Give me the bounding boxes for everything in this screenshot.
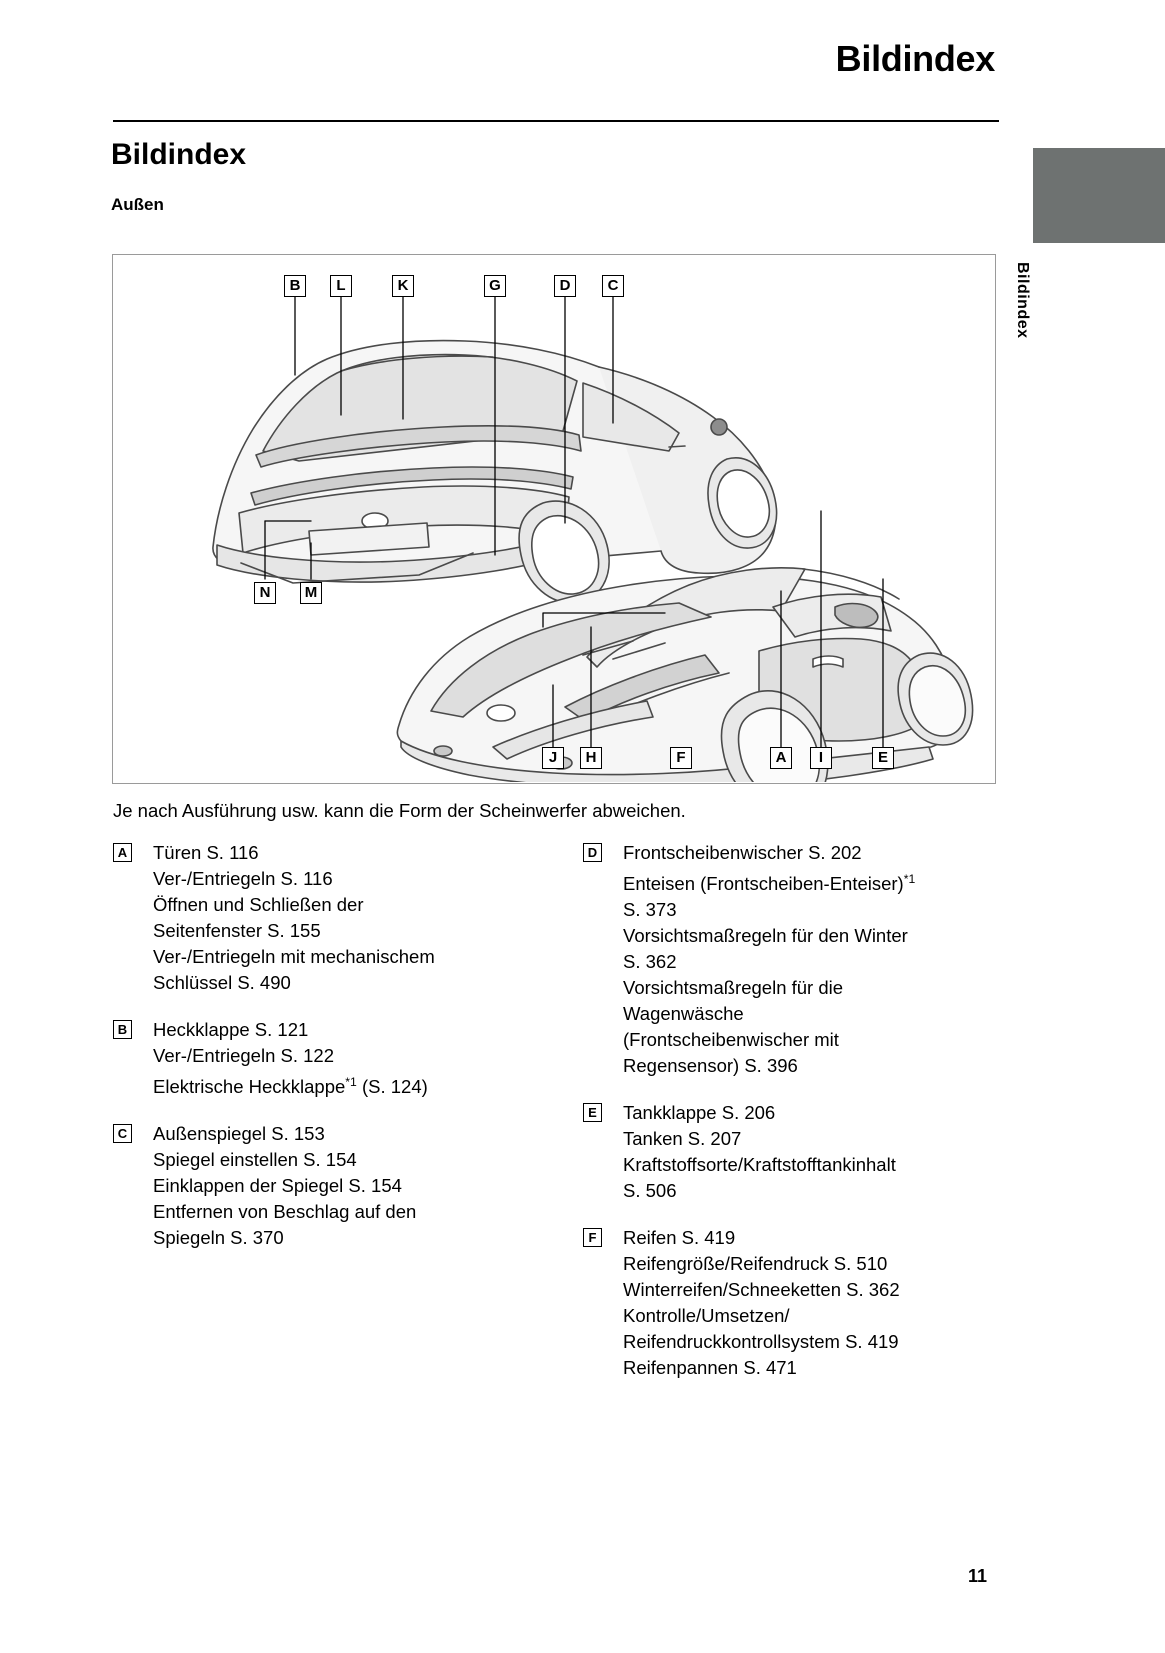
section-tab-block <box>1033 148 1165 243</box>
exterior-diagram <box>112 254 996 784</box>
index-list-left <box>113 840 533 1251</box>
callout-i: I <box>810 747 832 769</box>
callout-n: N <box>254 582 276 604</box>
entry-line: Tanken S. 207 <box>623 1128 742 1150</box>
entry-line: Reifendruckkontrollsystem S. 419 <box>623 1331 899 1353</box>
entry-line: Reifengröße/Reifendruck S. 510 <box>623 1253 888 1275</box>
entry-lines-b <box>153 1017 533 1100</box>
entry-line: Tankklappe S. 206 <box>623 1102 776 1124</box>
entry-line: Wagenwäsche <box>623 1003 744 1025</box>
entry-line: Reifenpannen S. 471 <box>623 1357 797 1379</box>
entry-key-c: C <box>113 1124 132 1143</box>
entry-lines-f <box>623 1225 1003 1381</box>
entry-line: Reifen S. 419 <box>623 1227 736 1249</box>
entry-line: Einklappen der Spiegel S. 154 <box>153 1175 402 1197</box>
entry-line: Entfernen von Beschlag auf den <box>153 1201 417 1223</box>
page-header-title: Bildindex <box>835 38 995 79</box>
callout-e: E <box>872 747 894 769</box>
entry-line: S. 373 <box>623 899 677 921</box>
entry-line: Winterreifen/Schneeketten S. 362 <box>623 1279 900 1301</box>
entry-line: Außenspiegel S. 153 <box>153 1123 325 1145</box>
entry-line: S. 506 <box>623 1180 677 1202</box>
entry-line: Enteisen (Frontscheiben-Enteiser)$^{*1}$ <box>623 872 916 895</box>
callout-l-top: L <box>330 275 352 297</box>
section-title: Bildindex <box>111 138 247 171</box>
entry-line: Spiegeln S. 370 <box>153 1227 284 1249</box>
entry-key-d: D <box>583 843 602 862</box>
page-number: 11 <box>968 1566 988 1586</box>
list-item <box>113 1017 533 1100</box>
list-item <box>583 840 1003 1079</box>
entry-line: Vorsichtsmaßregeln für die <box>623 977 844 999</box>
entry-line: Heckklappe S. 121 <box>153 1019 309 1040</box>
entry-lines-d <box>623 840 1003 1079</box>
entry-lines-a <box>153 840 533 996</box>
entry-key-b: B <box>113 1020 132 1039</box>
list-item <box>113 1121 533 1251</box>
entry-line: Spiegel einstellen S. 154 <box>153 1149 357 1171</box>
callout-j: J <box>542 747 564 769</box>
entry-line: Seitenfenster S. 155 <box>153 920 321 941</box>
callout-b-top: B <box>284 275 306 297</box>
entry-line: Frontscheibenwischer S. 202 <box>623 842 862 863</box>
vehicle-illustration <box>113 255 994 782</box>
header-divider <box>113 120 999 122</box>
callout-g-top: G <box>484 275 506 297</box>
entry-line: S. 362 <box>623 951 677 973</box>
callout-d-top: D <box>554 275 576 297</box>
callout-c-top: C <box>602 275 624 297</box>
callout-m: M <box>300 582 322 604</box>
entry-lines-e <box>623 1100 1003 1204</box>
entry-key-f: F <box>583 1228 602 1247</box>
entry-line: Schlüssel S. 490 <box>153 972 291 993</box>
list-item <box>113 840 533 996</box>
entry-line: Vorsichtsmaßregeln für den Winter <box>623 925 908 947</box>
list-item <box>583 1100 1003 1204</box>
entry-line: Ver-/Entriegeln S. 122 <box>153 1045 334 1066</box>
entry-line: Öffnen und Schließen der <box>153 894 364 915</box>
figure-caption: Je nach Ausführung usw. kann die Form der Scheinwerfer abweichen. <box>113 800 686 821</box>
entry-key-a: A <box>113 843 132 862</box>
callout-k-top: K <box>392 275 414 297</box>
entry-line: Ver-/Entriegeln S. 116 <box>153 868 333 889</box>
entry-line: Ver-/Entriegeln mit mechanischem <box>153 946 435 967</box>
entry-key-e: E <box>583 1103 602 1122</box>
entry-line: Kontrolle/Umsetzen/ <box>623 1305 790 1327</box>
entry-line: Kraftstoffsorte/Kraftstofftankinhalt <box>623 1154 896 1176</box>
callout-a: A <box>770 747 792 769</box>
section-subtitle: Außen <box>111 195 164 214</box>
callout-h: H <box>580 747 602 769</box>
entry-line: Türen S. 116 <box>153 842 259 863</box>
callout-f: F <box>670 747 692 769</box>
entry-line: Elektrische Heckklappe$^{*1}$ (S. 124) <box>153 1075 428 1098</box>
index-list-right <box>583 840 1003 1381</box>
entry-line: (Frontscheibenwischer mit <box>623 1029 839 1051</box>
entry-line: Regensensor) S. 396 <box>623 1055 798 1077</box>
section-tab-label: Bildindex <box>1014 262 1031 339</box>
entry-lines-c <box>153 1121 533 1251</box>
list-item <box>583 1225 1003 1381</box>
